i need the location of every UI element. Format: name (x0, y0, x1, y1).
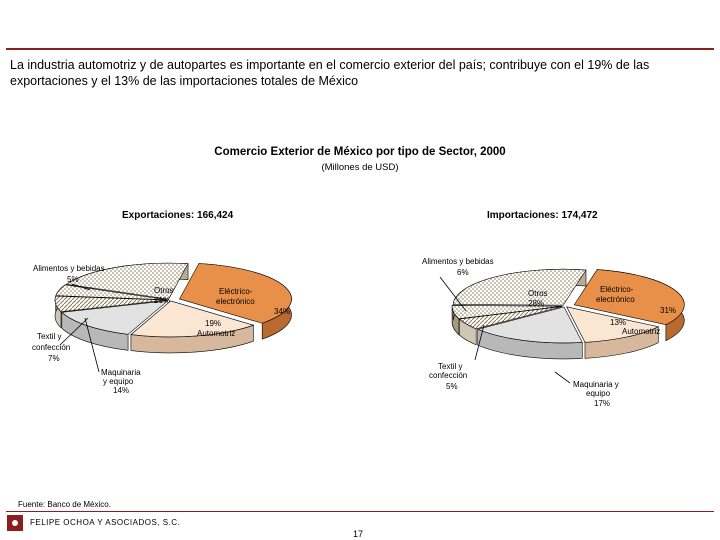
exp-automotriz-label: Automotriz (197, 329, 236, 338)
imp-textil-label-1: Textil y (438, 362, 463, 371)
exp-automotriz-value: 19% (205, 319, 222, 328)
imp-maquinaria-label-1: Maquinaria y (573, 380, 619, 389)
imp-alimentos-label: Alimentos y bebidas (422, 257, 494, 266)
exp-electrico-value: 34% (274, 307, 291, 316)
imp-electrico-label-2: electrónico (596, 295, 635, 304)
imp-textil-value: 5% (446, 382, 458, 391)
imports-pie-title: Importaciones: 174,472 (487, 210, 598, 221)
imports-pie (452, 269, 684, 359)
imp-electrico-value: 31% (660, 306, 677, 315)
imp-otros-label: Otros (528, 289, 548, 298)
svg-text:Alimentos y bebidas (33, 264, 105, 273)
imp-electrico-label-1: Eléctrico- (600, 285, 634, 294)
exp-maquinaria-value: 14% (113, 386, 130, 395)
exp-alimentos-value: 5% (67, 275, 79, 284)
exp-alimentos-label: Alimentos y bebidas (33, 264, 105, 273)
exp-textil-value: 7% (48, 354, 60, 363)
exp-electrico-label-2: electrónico (216, 297, 255, 306)
chart-title: Comercio Exterior de México por tipo de Sector, 2000 (214, 146, 506, 158)
imp-automotriz-label: Automotriz (622, 327, 661, 336)
exp-maquinaria-label-2: y equipo (103, 377, 134, 386)
exp-electrico-label-1: Eléctrico- (219, 287, 253, 296)
imp-slice-otros (453, 269, 586, 305)
exp-textil-label-2: confección (32, 343, 71, 352)
imp-maquinaria-value: 17% (594, 399, 611, 408)
page-number: 17 (353, 529, 364, 539)
imp-textil-label-2: confección (429, 371, 468, 380)
exp-otros-label: Otros (154, 286, 174, 295)
bottom-rule (6, 511, 714, 512)
company-name: FELIPE OCHOA Y ASOCIADOS, S.C. (30, 518, 181, 527)
exp-otros-value: 21% (154, 296, 171, 305)
company-logo-icon (7, 515, 23, 531)
exp-maquinaria-label-1: Maquinaria (101, 368, 141, 377)
imp-maquinaria-label-2: equipo (586, 389, 611, 398)
source-note: Fuente: Banco de México. (18, 500, 111, 509)
chart-subtitle: (Millones de USD) (321, 162, 399, 173)
imp-otros-value: 28% (528, 299, 545, 308)
intro-paragraph: La industria automotriz y de autopartes es importante en el comercio exterior del país; contribuye con el 19% de las exportaciones y el 13% de las importaciones totales de México (10, 58, 650, 88)
imp-automotriz-value: 13% (610, 318, 627, 327)
imp-alimentos-value: 6% (457, 268, 469, 277)
exports-pie-title: Exportaciones: 166,424 (122, 210, 234, 221)
exp-textil-label-1: Textil y (37, 332, 62, 341)
